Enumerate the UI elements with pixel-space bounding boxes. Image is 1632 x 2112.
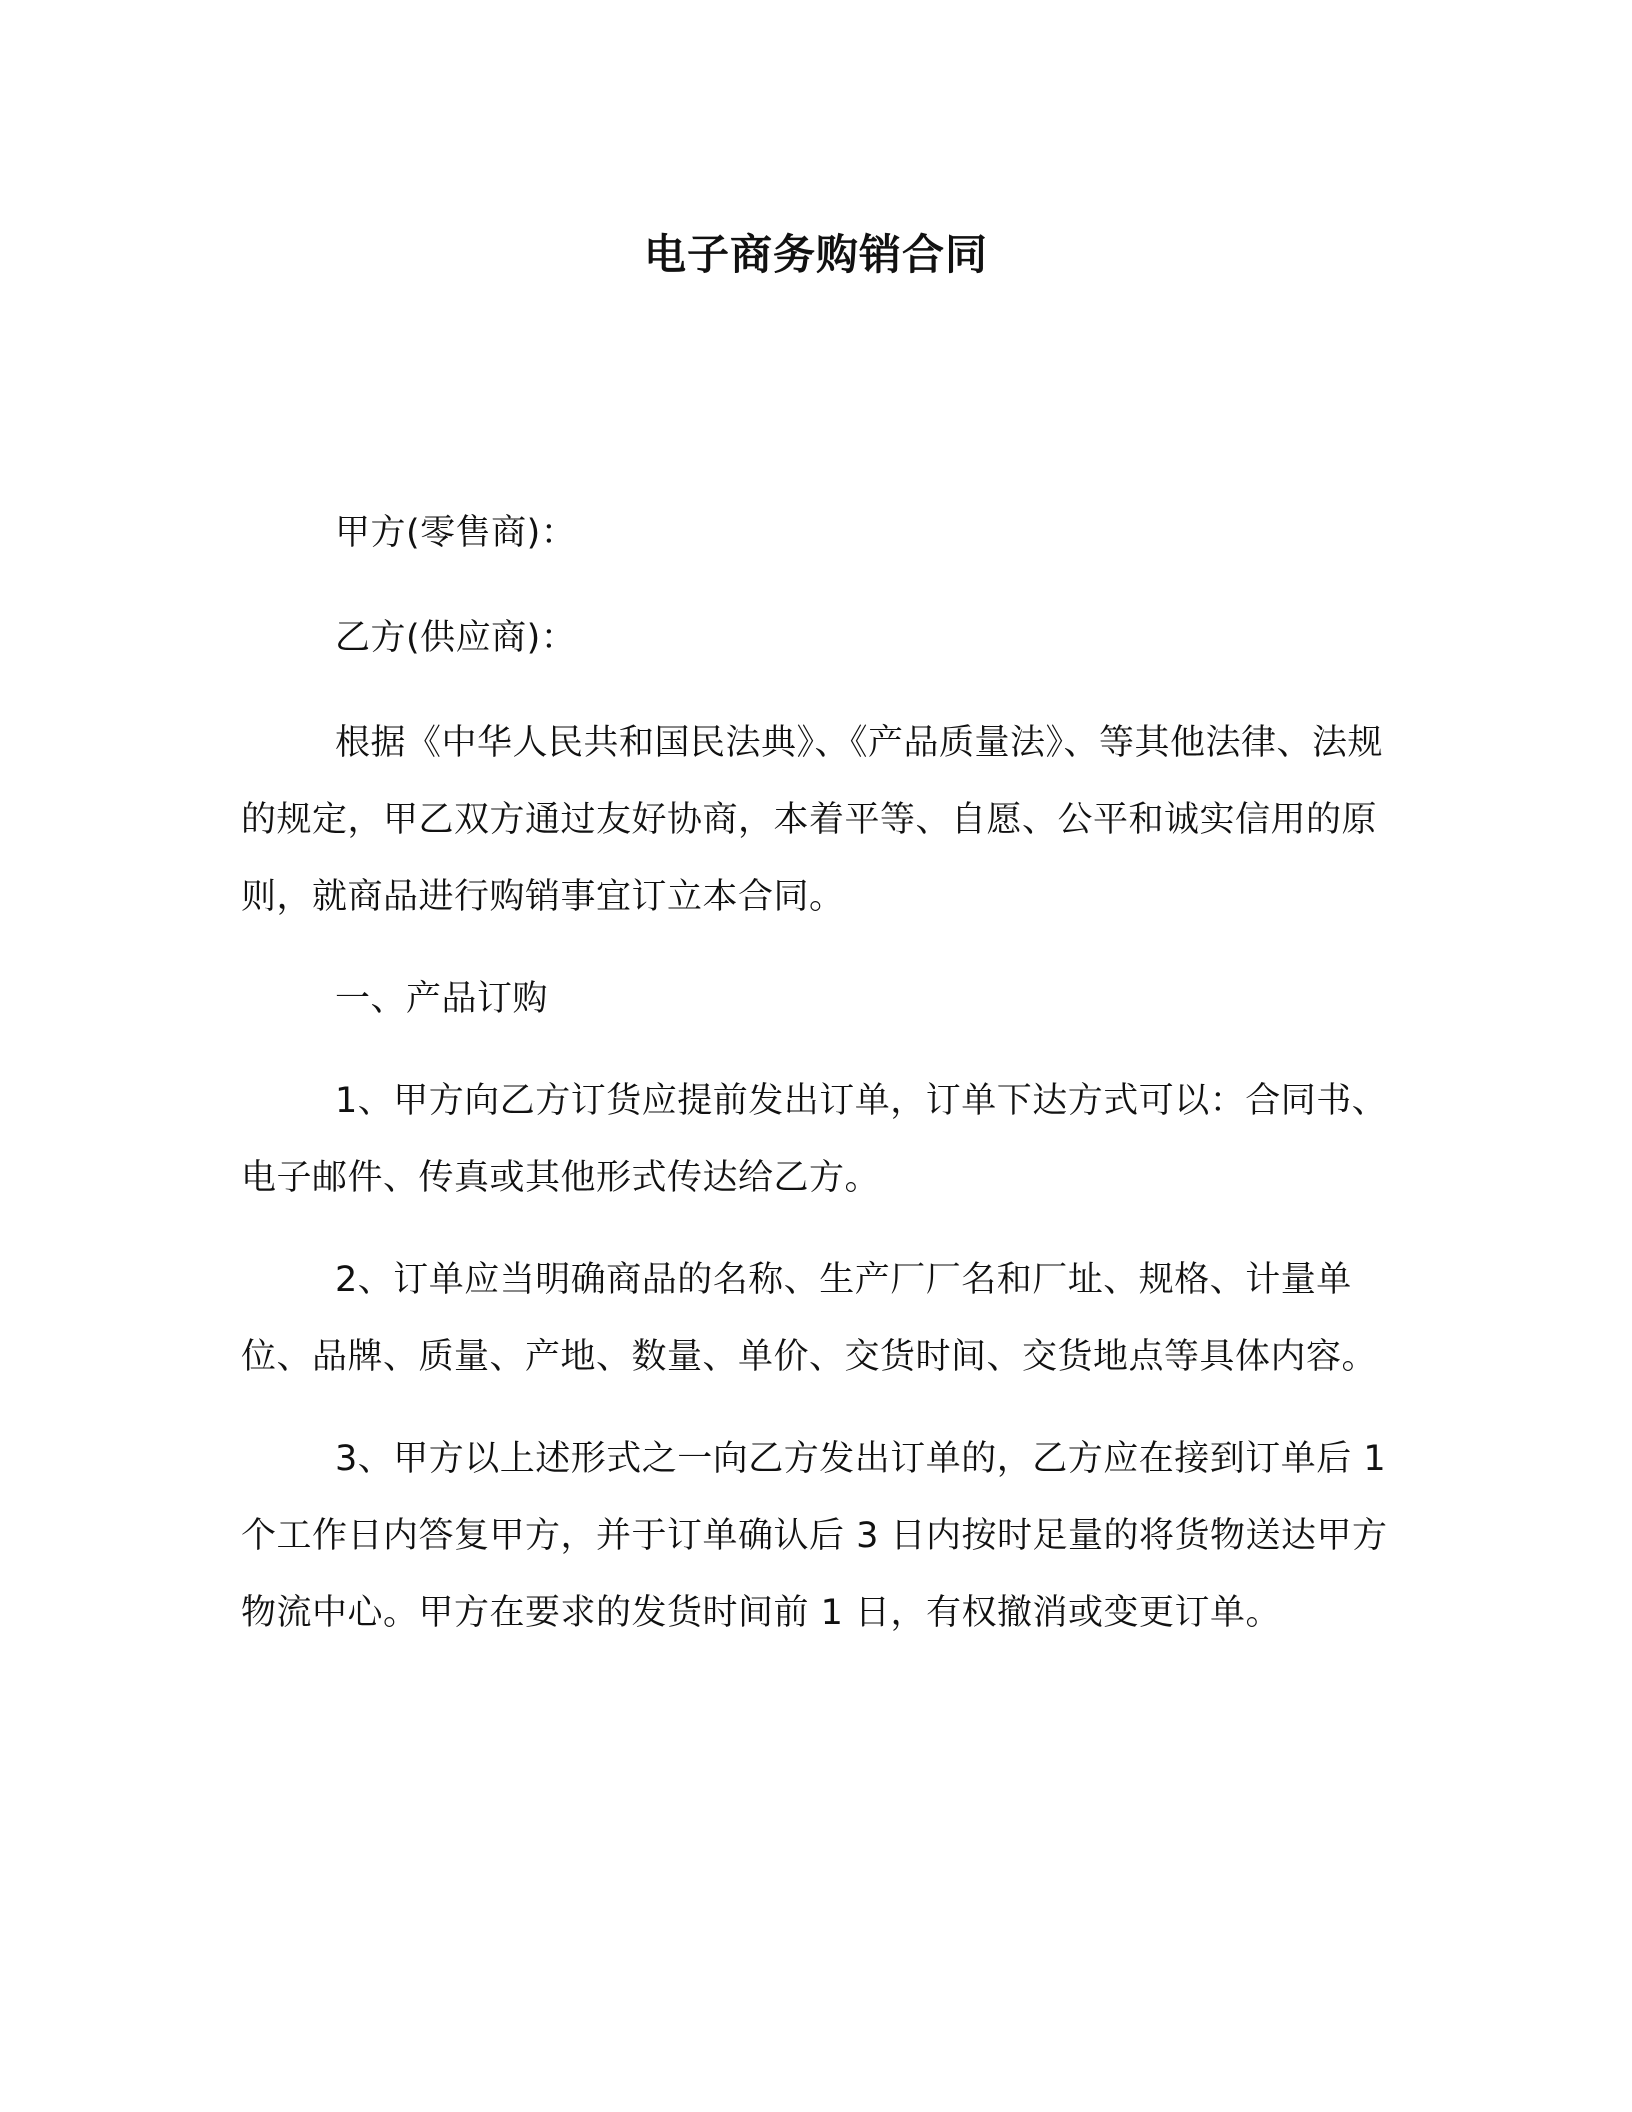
clause-1-paragraph: 1、甲方向乙方订货应提前发出订单，订单下达方式可以：合同书、电子邮件、传真或其他形式传达给乙方。 <box>241 1081 1388 1198</box>
party-a-line: 甲方(零售商)： <box>335 513 577 553</box>
clause-3-paragraph: 3、甲方以上述形式之一向乙方发出订单的，乙方应在接到订单后 1 个工作日内答复甲方，并于订单确认后 3 日内按时足量的将货物送达甲方物流中心。甲方在要求的发货时间前 1 日，有权撤消或变更订单。 <box>241 1439 1388 1633</box>
document-title: 电子商务购销合同 <box>643 230 988 279</box>
party-b-line: 乙方(供应商)： <box>335 618 577 658</box>
section-heading: 一、产品订购 <box>335 979 549 1019</box>
preamble-paragraph: 根据《中华人民共和国民法典》、《产品质量法》、等其他法律、法规的规定，甲乙双方通过友好协商，本着平等、自愿、公平和诚实信用的原则，就商品进行购销事宜订立本合同。 <box>241 723 1384 917</box>
document-body <box>241 495 1391 1677</box>
clause-2-paragraph: 2、订单应当明确商品的名称、生产厂厂名和厂址、规格、计量单位、品牌、质量、产地、数量、单价、交货时间、交货地点等具体内容。 <box>241 1260 1378 1377</box>
